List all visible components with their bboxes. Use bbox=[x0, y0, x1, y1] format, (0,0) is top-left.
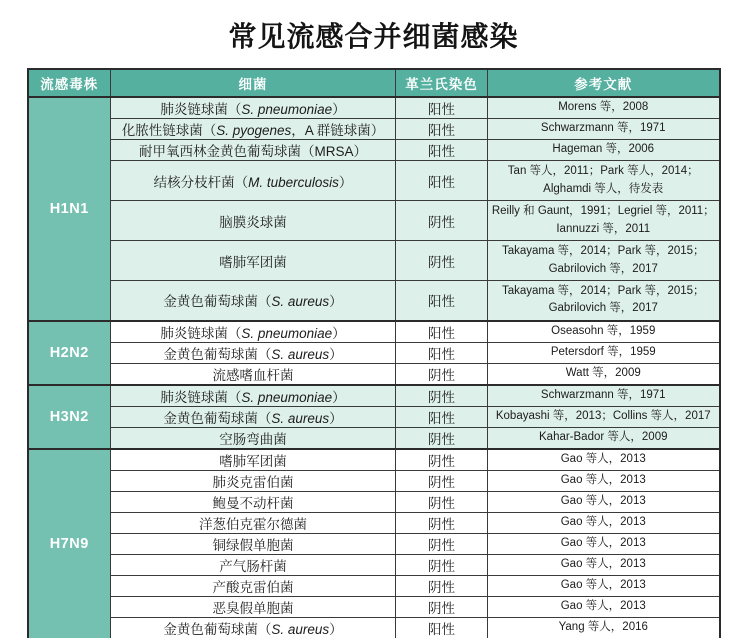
bacteria-cell bbox=[111, 97, 396, 119]
header-bacteria: 细菌 bbox=[111, 69, 396, 97]
bacteria-cell bbox=[111, 281, 396, 321]
header-strain: 流感毒株 bbox=[28, 69, 111, 97]
table-row bbox=[28, 449, 720, 471]
reference-cell: Morens 等，2008 bbox=[488, 97, 720, 119]
bacteria-name-text: 耐甲氧西林金黄色葡萄球菌（MRSA） bbox=[138, 144, 367, 159]
table-row bbox=[28, 575, 720, 596]
bacteria-cell bbox=[111, 449, 396, 471]
bacteria-name-text: ） bbox=[338, 174, 353, 190]
table-row bbox=[28, 554, 720, 575]
gram-stain-cell: 阳性 bbox=[396, 161, 488, 201]
bacteria-name-text: 洋葱伯克霍尔德菌 bbox=[199, 516, 307, 532]
bacteria-latin-name: S. aureus bbox=[271, 294, 330, 310]
reference-cell: Tan 等人，2011；Park 等人，2014；Alghamdi 等人，待发表 bbox=[488, 161, 720, 201]
table-row bbox=[28, 406, 720, 427]
reference-cell: Yang 等人，2016 bbox=[488, 617, 720, 638]
strain-cell: H3N2 bbox=[28, 385, 111, 449]
reference-cell: Gao 等人，2013 bbox=[488, 512, 720, 533]
page-title: 常见流感合并细菌感染 bbox=[228, 21, 519, 52]
table-row bbox=[28, 617, 720, 638]
bacteria-name-text: 铜绿假单胞菌 bbox=[212, 537, 294, 553]
gram-stain-cell: 阳性 bbox=[396, 140, 488, 161]
reference-cell: Schwarzmann 等，1971 bbox=[488, 385, 720, 407]
bacteria-name-text: 产酸克雷伯菌 bbox=[212, 579, 294, 595]
table-row bbox=[28, 140, 720, 161]
gram-stain-cell: 阴性 bbox=[396, 575, 488, 596]
gram-stain-cell: 阳性 bbox=[396, 617, 488, 638]
bacteria-name-text: 结核分枝杆菌（ bbox=[153, 174, 249, 190]
bacteria-cell bbox=[111, 470, 396, 491]
table-row bbox=[28, 97, 720, 119]
bacteria-cell bbox=[111, 617, 396, 638]
bacteria-name-text: 肺炎链球菌（ bbox=[160, 325, 242, 341]
bacteria-name-text: 嗜肺军团菌 bbox=[219, 254, 287, 270]
bacteria-latin-name: M. tuberculosis bbox=[248, 174, 339, 190]
gram-stain-cell: 阴性 bbox=[396, 201, 488, 241]
bacteria-latin-name: S. aureus bbox=[271, 346, 330, 362]
bacteria-name-text: 鲍曼不动杆菌 bbox=[212, 495, 294, 511]
bacteria-name-text: ，A 群链球菌） bbox=[291, 123, 385, 138]
bacteria-cell bbox=[111, 119, 396, 140]
table-row bbox=[28, 321, 720, 343]
bacteria-cell bbox=[111, 406, 396, 427]
table-row bbox=[28, 201, 720, 241]
influenza-bacteria-table bbox=[27, 68, 721, 638]
table-body bbox=[28, 97, 720, 638]
gram-stain-cell: 阳性 bbox=[396, 342, 488, 363]
table-row bbox=[28, 427, 720, 449]
bacteria-cell bbox=[111, 385, 396, 407]
reference-cell: Gao 等人，2013 bbox=[488, 575, 720, 596]
bacteria-cell bbox=[111, 491, 396, 512]
header-references: 参考文献 bbox=[488, 69, 720, 97]
bacteria-cell bbox=[111, 321, 396, 343]
gram-stain-cell: 阴性 bbox=[396, 596, 488, 617]
table-row bbox=[28, 342, 720, 363]
strain-cell: H7N9 bbox=[28, 449, 111, 638]
bacteria-name-text: 空肠弯曲菌 bbox=[219, 431, 287, 447]
bacteria-latin-name: S. pneumoniae bbox=[241, 389, 333, 405]
bacteria-name-text: 金黄色葡萄球菌（ bbox=[163, 294, 272, 310]
bacteria-name-text: 化脓性链球菌（ bbox=[121, 123, 217, 138]
reference-cell: Gao 等人，2013 bbox=[488, 533, 720, 554]
bacteria-cell bbox=[111, 596, 396, 617]
reference-cell: Gao 等人，2013 bbox=[488, 470, 720, 491]
table-row bbox=[28, 533, 720, 554]
bacteria-latin-name: S. pyogenes bbox=[216, 123, 292, 138]
bacteria-cell bbox=[111, 554, 396, 575]
bacteria-cell bbox=[111, 201, 396, 241]
bacteria-name-text: 肺炎克雷伯菌 bbox=[212, 474, 294, 490]
bacteria-cell bbox=[111, 427, 396, 449]
reference-cell: Watt 等，2009 bbox=[488, 363, 720, 385]
reference-cell: Gao 等人，2013 bbox=[488, 491, 720, 512]
bacteria-cell bbox=[111, 241, 396, 281]
bacteria-name-text: 肺炎链球菌（ bbox=[160, 102, 242, 117]
bacteria-name-text: 金黄色葡萄球菌（ bbox=[163, 410, 272, 426]
bacteria-cell bbox=[111, 533, 396, 554]
bacteria-cell bbox=[111, 363, 396, 385]
bacteria-latin-name: S. pneumoniae bbox=[241, 102, 333, 117]
bacteria-name-text: 金黄色葡萄球菌（ bbox=[163, 346, 272, 362]
gram-stain-cell: 阴性 bbox=[396, 554, 488, 575]
bacteria-name-text: 产气肠杆菌 bbox=[219, 558, 287, 574]
gram-stain-cell: 阴性 bbox=[396, 449, 488, 471]
reference-cell: Petersdorf 等，1959 bbox=[488, 342, 720, 363]
reference-cell: Takayama 等，2014；Park 等，2015；Gabrilovich 等，2017 bbox=[488, 281, 720, 321]
table-header-row bbox=[28, 69, 720, 97]
table-row bbox=[28, 470, 720, 491]
table-row bbox=[28, 119, 720, 140]
bacteria-name-text: 嗜肺军团菌 bbox=[219, 453, 287, 469]
table-row bbox=[28, 491, 720, 512]
gram-stain-cell: 阴性 bbox=[396, 241, 488, 281]
bacteria-name-text: ） bbox=[332, 389, 346, 405]
reference-cell: Gao 等人，2013 bbox=[488, 449, 720, 471]
reference-cell: Schwarzmann 等，1971 bbox=[488, 119, 720, 140]
bacteria-cell bbox=[111, 575, 396, 596]
reference-cell: Oseasohn 等，1959 bbox=[488, 321, 720, 343]
gram-stain-cell: 阴性 bbox=[396, 427, 488, 449]
gram-stain-cell: 阴性 bbox=[396, 470, 488, 491]
table-row bbox=[28, 596, 720, 617]
reference-cell: Takayama 等，2014；Park 等，2015；Gabrilovich 等，2017 bbox=[488, 241, 720, 281]
bacteria-cell bbox=[111, 512, 396, 533]
gram-stain-cell: 阴性 bbox=[396, 363, 488, 385]
reference-cell: Hageman 等，2006 bbox=[488, 140, 720, 161]
table-row bbox=[28, 363, 720, 385]
gram-stain-cell: 阳性 bbox=[396, 97, 488, 119]
bacteria-name-text: ） bbox=[329, 410, 343, 426]
gram-stain-cell: 阴性 bbox=[396, 512, 488, 533]
gram-stain-cell: 阳性 bbox=[396, 281, 488, 321]
reference-cell: Kobayashi 等，2013；Collins 等人，2017 bbox=[488, 406, 720, 427]
strain-cell: H2N2 bbox=[28, 321, 111, 385]
reference-cell: Kahar-Bador 等人，2009 bbox=[488, 427, 720, 449]
bacteria-name-text: ） bbox=[332, 102, 346, 117]
bacteria-name-text: ） bbox=[329, 346, 343, 362]
bacteria-name-text: ） bbox=[329, 294, 343, 310]
table-row bbox=[28, 241, 720, 281]
bacteria-latin-name: S. pneumoniae bbox=[241, 325, 333, 341]
gram-stain-cell: 阴性 bbox=[396, 385, 488, 407]
bacteria-latin-name: S. aureus bbox=[271, 410, 330, 426]
table-row bbox=[28, 512, 720, 533]
table-row bbox=[28, 281, 720, 321]
bacteria-latin-name: S. aureus bbox=[271, 621, 330, 637]
bacteria-cell bbox=[111, 161, 396, 201]
reference-cell: Reilly 和 Gaunt，1991；Legriel 等，2011；Iannuzzi 等，2011 bbox=[488, 201, 720, 241]
table-row bbox=[28, 385, 720, 407]
strain-cell: H1N1 bbox=[28, 97, 111, 321]
bacteria-cell bbox=[111, 140, 396, 161]
reference-cell: Gao 等人，2013 bbox=[488, 554, 720, 575]
bacteria-name-text: 金黄色葡萄球菌（ bbox=[163, 621, 272, 637]
header-gram-stain: 革兰氏染色 bbox=[396, 69, 488, 97]
gram-stain-cell: 阳性 bbox=[396, 321, 488, 343]
bacteria-name-text: 流感嗜血杆菌 bbox=[212, 367, 294, 383]
gram-stain-cell: 阴性 bbox=[396, 533, 488, 554]
table-row bbox=[28, 161, 720, 201]
bacteria-name-text: 肺炎链球菌（ bbox=[160, 389, 242, 405]
bacteria-name-text: ） bbox=[332, 325, 346, 341]
bacteria-name-text: 恶臭假单胞菌 bbox=[212, 600, 294, 616]
bacteria-name-text: 脑膜炎球菌 bbox=[219, 214, 287, 230]
gram-stain-cell: 阴性 bbox=[396, 491, 488, 512]
bacteria-cell bbox=[111, 342, 396, 363]
reference-cell: Gao 等人，2013 bbox=[488, 596, 720, 617]
gram-stain-cell: 阳性 bbox=[396, 406, 488, 427]
gram-stain-cell: 阳性 bbox=[396, 119, 488, 140]
bacteria-name-text: ） bbox=[329, 621, 343, 637]
